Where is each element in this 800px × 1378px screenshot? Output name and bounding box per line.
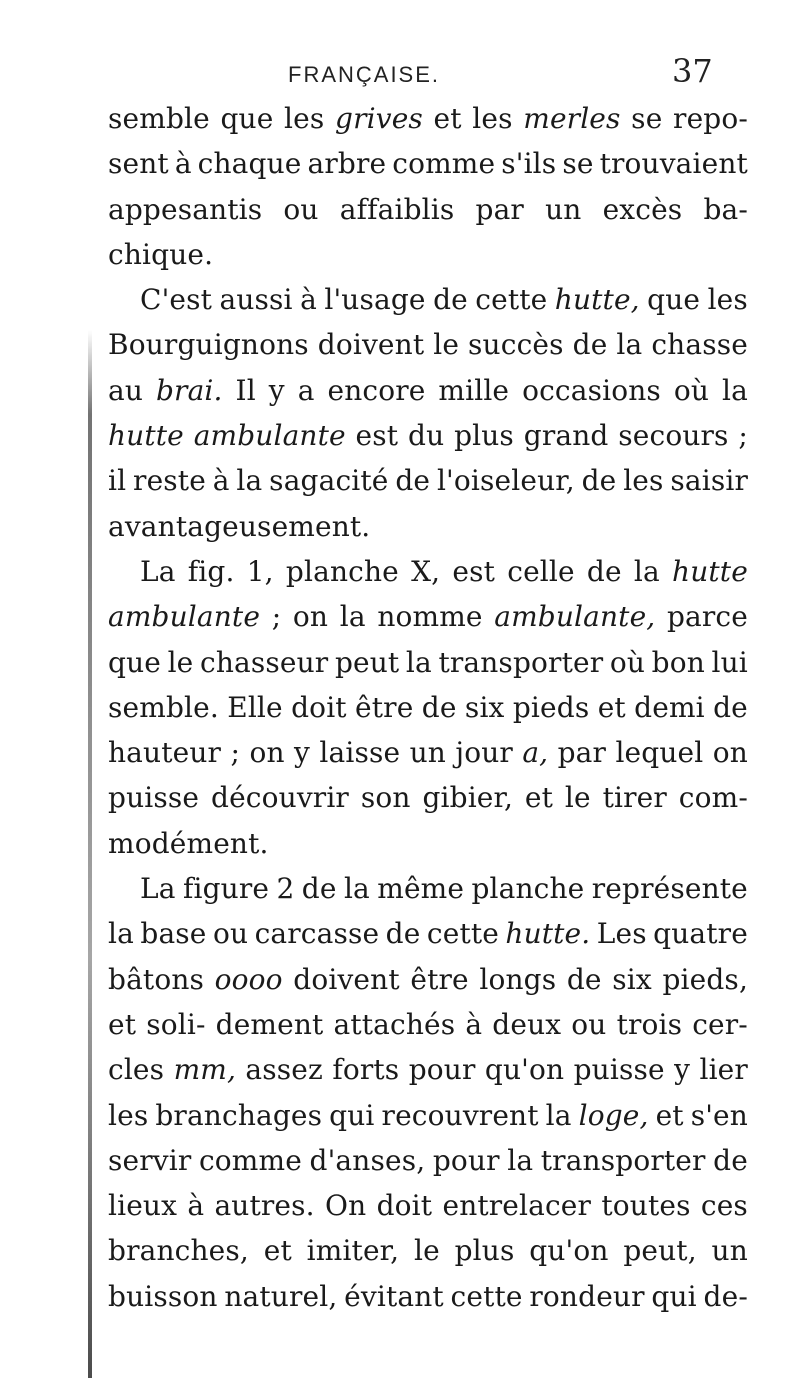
text-line: branches, et imiter, le plus qu'on peut, un [108, 1234, 748, 1268]
text-line: sent à chaque arbre comme s'ils se trouvaient [108, 147, 748, 181]
text-line: La fig. 1, planche X, est celle de la hutte [140, 554, 748, 588]
page-binding-shadow [88, 330, 92, 1378]
paragraph-4 [108, 866, 748, 1319]
text-line: hutte ambulante est du plus grand secours ; [108, 419, 748, 453]
text-line: avantageusement. [108, 509, 371, 543]
text-line: C'est aussi à l'usage de cette hutte, que les [140, 283, 748, 317]
text-line: hauteur ; on y laisse un jour a, par lequel on [108, 736, 748, 770]
body-text [108, 96, 748, 1319]
paragraph-3 [108, 549, 748, 866]
text-line: la base ou carcasse de cette hutte. Les quatre [108, 917, 748, 951]
text-line: modément. [108, 826, 269, 860]
text-line: ambulante ; on la nomme ambulante, parce [108, 600, 748, 634]
text-line: et soli- dement attachés à deux ou trois cer- [108, 1007, 748, 1041]
text-line: buisson naturel, évitant cette rondeur qui de- [108, 1279, 748, 1313]
text-line: servir comme d'anses, pour la transporter de [108, 1143, 748, 1177]
text-line: chique. [108, 237, 214, 271]
text-line: appesantis ou affaiblis par un excès ba- [108, 192, 748, 226]
text-line: au brai. Il y a encore mille occasions où la [108, 373, 748, 407]
text-line: les branchages qui recouvrent la loge, et s'en [108, 1098, 748, 1132]
paragraph-1 [108, 96, 748, 277]
text-line: il reste à la sagacité de l'oiseleur, de les saisir [108, 464, 748, 498]
text-line: semble que les grives et les merles se repo- [108, 102, 748, 135]
page-header [0, 52, 800, 92]
text-line: que le chasseur peut la transporter où bon lui [108, 645, 748, 679]
text-line: cles mm, assez forts pour qu'on puisse y lier [108, 1053, 748, 1087]
text-line: puisse découvrir son gibier, et le tirer com- [108, 781, 748, 815]
page-number: 37 [672, 52, 713, 90]
text-line: bâtons oooo doivent être longs de six pieds, [108, 962, 748, 996]
paragraph-2 [108, 277, 748, 549]
text-line: Bourguignons doivent le succès de la chasse [108, 328, 748, 362]
text-line: La figure 2 de la même planche représente [140, 872, 748, 906]
running-head: FRANÇAISE. [288, 62, 441, 87]
text-line: lieux à autres. On doit entrelacer toutes ces [108, 1189, 748, 1223]
text-line: semble. Elle doit être de six pieds et demi de [108, 690, 748, 724]
